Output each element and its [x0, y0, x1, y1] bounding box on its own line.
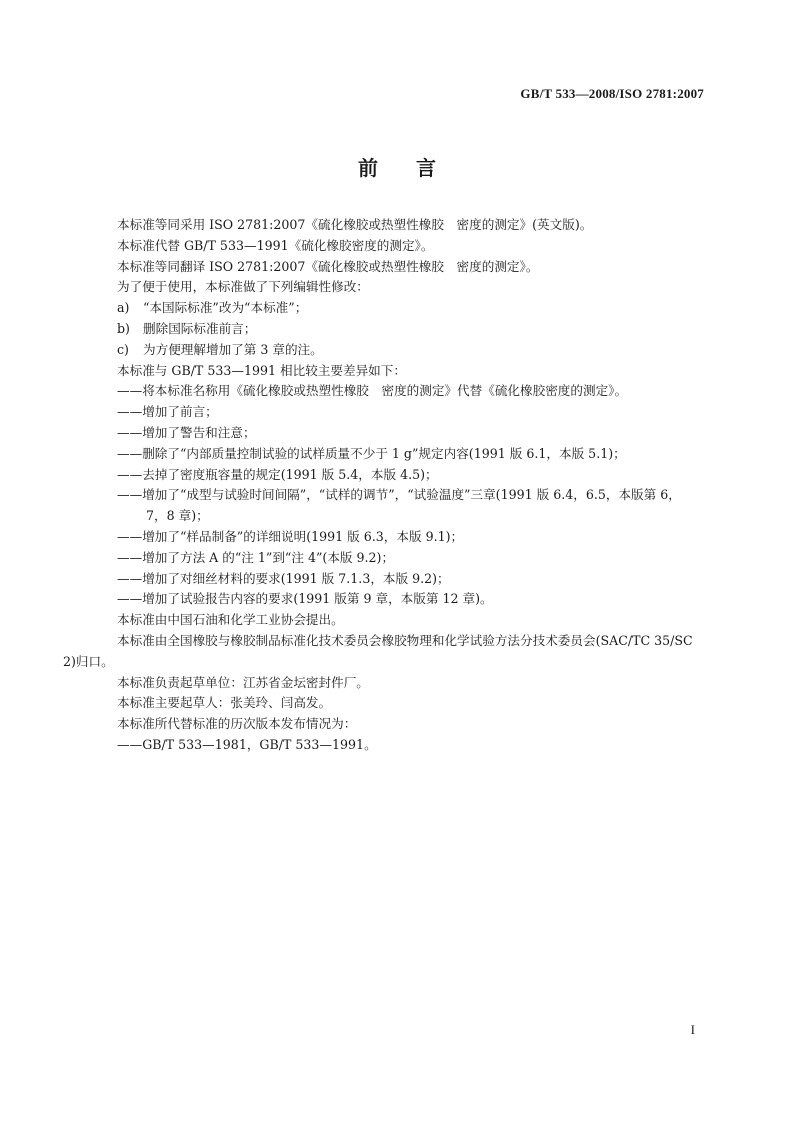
- list-marker: c): [117, 341, 129, 357]
- foreword-body: [63, 215, 704, 756]
- edit-list-item: [90, 340, 704, 361]
- list-text: 为方便理解增加了第 3 章的注。: [143, 341, 323, 357]
- diff-list-item: ——增加了试验报告内容的要求(1991 版第 9 章，本版第 12 章)。: [117, 591, 493, 607]
- paragraph-centralized-by: 本标准由全国橡胶与橡胶制品标准化技术委员会橡胶物理和化学试验方法分技术委员会(SAC/TC 35/SC 2)归口。: [63, 632, 693, 669]
- edit-list-item: [90, 319, 704, 340]
- title-char-2: 言: [416, 156, 436, 180]
- list-text: 删除国际标准前言；: [143, 320, 257, 336]
- diff-list-item: ——增加了“样品制备”的详细说明(1991 版 6.3，本版 9.1)；: [117, 528, 464, 544]
- diff-list-item: ——增加了“成型与试验时间间隔”，“试样的调节”，“试验温度”三章(1991 版 6.4，6.5，本版第 6，: [117, 487, 681, 503]
- diff-list-item: ——去掉了密度瓶容量的规定(1991 版 5.4，本版 4.5)；: [117, 466, 438, 482]
- list-text: “本国际标准”改为“本标准”；: [143, 300, 308, 316]
- diff-list-item: ——将本标准名称用《硫化橡胶或热塑性橡胶 密度的测定》代替《硫化橡胶密度的测定》。: [117, 383, 628, 399]
- paragraph-replaces: 本标准代替 GB/T 533—1991《硫化橡胶密度的测定》。: [117, 237, 434, 253]
- paragraph-translation: 本标准等同翻译 ISO 2781:2007《硫化橡胶或热塑性橡胶 密度的测定》。: [117, 258, 539, 274]
- paragraph-diff-intro: 本标准与 GB/T 533—1991 相比较主要差异如下：: [117, 362, 406, 378]
- title-char-1: 前: [358, 156, 378, 180]
- paragraph-drafting-unit: 本标准负责起草单位：江苏省金坛密封件厂。: [117, 674, 369, 690]
- diff-list-item: ——增加了前言；: [117, 404, 218, 420]
- diff-list-item: ——增加了警告和注意；: [117, 424, 256, 440]
- diff-list-item: ——删除了“内部质量控制试验的试样质量不少于 1 g”规定内容(1991 版 6.1，本版 5.1)；: [117, 445, 626, 461]
- paragraph-adoption: 本标准等同采用 ISO 2781:2007《硫化橡胶或热塑性橡胶 密度的测定》(英文版)。: [117, 217, 593, 232]
- paragraph-history-intro: 本标准所代替标准的历次版本发布情况为：: [117, 716, 357, 732]
- edit-list-item: [90, 298, 704, 319]
- page-title: [0, 152, 794, 181]
- paragraph-history-items: ——GB/T 533—1981，GB/T 533—1991。: [117, 736, 377, 752]
- diff-list-item: ——增加了方法 A 的“注 1”到“注 4”(本版 9.2)；: [117, 549, 395, 565]
- diff-list-item-continuation: 7，8 章)；: [146, 508, 209, 524]
- paragraph-edit-intro: 为了便于使用，本标准做了下列编辑性修改：: [117, 279, 369, 295]
- diff-list-item: ——增加了对细丝材料的要求(1991 版 7.1.3，本版 9.2)；: [117, 570, 450, 586]
- paragraph-drafters: 本标准主要起草人：张美玲、闫高发。: [117, 695, 332, 711]
- standard-code-header: GB/T 533—2008/ISO 2781:2007: [520, 86, 704, 101]
- page-number: I: [690, 1022, 695, 1037]
- list-marker: a): [117, 300, 130, 316]
- paragraph-proposed-by: 本标准由中国石油和化学工业协会提出。: [117, 612, 344, 628]
- list-marker: b): [117, 320, 130, 336]
